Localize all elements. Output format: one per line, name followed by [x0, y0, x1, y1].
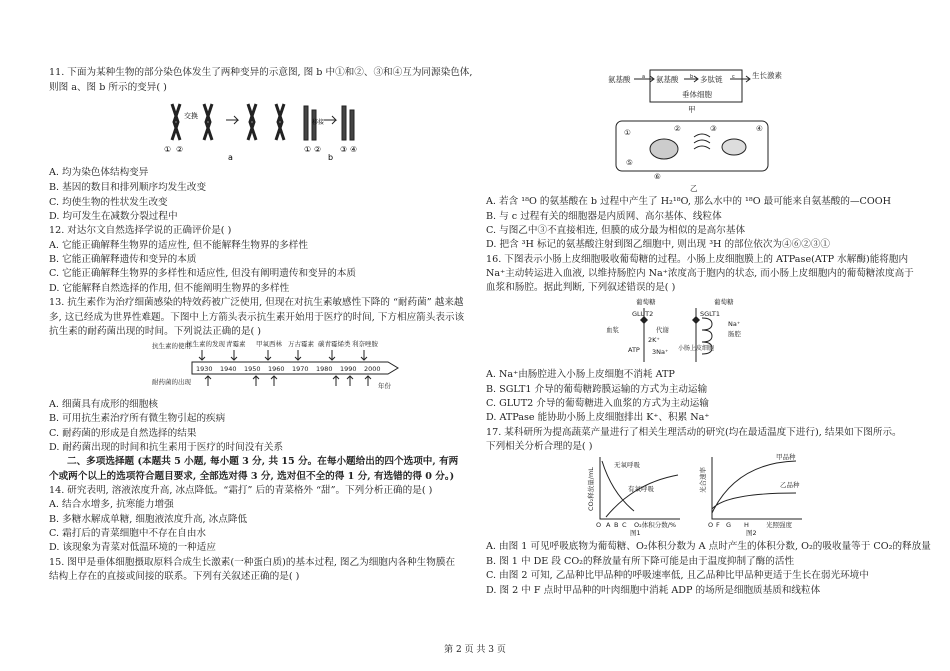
year-1950: 1950	[244, 365, 261, 373]
fig2-jia: 甲品种	[776, 453, 796, 461]
q16-k: 2K⁺	[648, 336, 660, 344]
jia-polypeptide: 多肽链	[700, 75, 723, 84]
jia-amino-2: 氨基酸	[656, 75, 679, 84]
yi-mitochondria	[722, 139, 746, 155]
q12-option-b: B. 它能正确解释遗传和变异的本质	[49, 254, 197, 265]
q17-option-c: C. 由图 2 可知, 乙品种比甲品种的呼吸速率低, 且乙品种比甲品种更适于生长在弱光环境中	[486, 570, 869, 581]
chromosome-b1	[304, 106, 308, 140]
q11-option-a: A. 均为染色体结构变异	[49, 167, 149, 178]
q16-blood: 血浆	[606, 326, 619, 334]
q15-option-d: D. 把含 ³H 标记的氨基酸注射到图乙细胞中, 则出现 ³H 的部位依次为④⑥②③①	[486, 239, 830, 250]
q11-option-b: B. 基因的数目和排列顺序均发生改变	[49, 182, 207, 193]
mark-1: ①	[164, 145, 172, 154]
q16-glucose2: 葡萄糖	[714, 298, 734, 306]
q11-option-d: D. 均可发生在减数分裂过程中	[49, 211, 178, 222]
arrow-down-1	[205, 376, 211, 386]
q15-stem-line2: 结构上存在的直接或间接的联系。下列有关叙述正确的是( )	[49, 571, 300, 582]
chromosome-a4	[276, 104, 284, 140]
q14-stem: 14. 研究表明, 溶液浓度升高, 冰点降低。“霜打” 后的青菜格外 “甜”。下列分析正确的是( )	[49, 485, 433, 496]
arrow-b	[324, 116, 336, 124]
q16-sglt1: SGLT1	[700, 310, 720, 318]
fig-b-label: b	[328, 153, 334, 162]
q17-stem-line1: 17. 某科研所为提高蔬菜产量进行了相关生理活动的研究(均在最适温度下进行), 结果如下图所示。	[486, 427, 902, 438]
yi-mark-1: ①	[624, 128, 631, 137]
arrow-down-6	[365, 376, 371, 386]
mark-2b: ②	[314, 145, 322, 154]
mark-1b: ①	[304, 145, 312, 154]
q16-figure	[606, 296, 766, 366]
fig1-caption: 图1	[630, 529, 641, 537]
timeline-label-3: 甲氧西林	[256, 340, 282, 348]
q15-stem-line1: 15. 图甲是垂体细胞摄取原料合成生长激素(一种蛋白质)的基本过程, 图乙为细胞内各种生物膜在	[49, 557, 456, 568]
q12-option-c: C. 它能正确解释生物界的多样性和适应性, 但没有阐明遗传和变异的本质	[49, 268, 357, 279]
q14-option-c: C. 霜打后的青菜细胞中不存在自由水	[49, 528, 207, 539]
q16-stem-line3: 血浆和肠腔。据此判断, 下列叙述错误的是( )	[486, 282, 676, 293]
arrow-up-6	[361, 350, 367, 360]
fig1-aerobic: 有氧呼吸	[628, 485, 654, 493]
jia-hormone: 生长激素	[752, 71, 782, 80]
q17-stem-line2: 下列相关分析合理的是( )	[486, 441, 593, 452]
year-1960: 1960	[268, 365, 285, 373]
q16-cell: 小肠上皮细胞	[678, 345, 715, 352]
cross-label: 交换	[184, 112, 198, 120]
jia-b: b	[690, 74, 694, 80]
q11-stem-line2: 则图 a、图 b 所示的变异( )	[49, 82, 167, 93]
arrow-down-4	[333, 376, 339, 386]
q12-stem: 12. 对达尔文自然选择学说的正确评价是( )	[49, 225, 232, 236]
section2-heading-line2: 个或两个以上的选项符合题目要求, 全部选对得 3 分, 选对但不全的得 1 分, 有选错的得 0 分。)	[49, 471, 455, 482]
page-footer: 第 2 页 共 3 页	[444, 645, 506, 655]
arrow-a	[226, 116, 238, 124]
fig2-tick-o: O	[708, 521, 714, 529]
q14-option-d: D. 该现象为青菜对低温环境的一种适应	[49, 542, 216, 553]
yi-mark-3: ③	[710, 124, 717, 133]
q13-timeline-figure	[152, 338, 402, 396]
yi-mark-6: ⑥	[654, 172, 661, 181]
jia-label: 甲	[688, 105, 696, 114]
q12-option-d: D. 它能解释自然选择的作用, 但不能阐明生物界的多样性	[49, 283, 290, 294]
q16-glut2: GLUT2	[632, 310, 654, 318]
arrow-up-1	[199, 350, 205, 360]
q13-option-b: B. 可用抗生素治疗所有微生物引起的疾病	[49, 413, 226, 424]
q16-option-c: C. GLUT2 介导的葡萄糖进入血浆的方式为主动运输	[486, 398, 709, 409]
fig1-xlabel: O₂体积分数/%	[634, 521, 677, 529]
fig2-caption: 图2	[746, 529, 757, 537]
q13-stem-line1: 13. 抗生素作为治疗细菌感染的特效药被广泛使用, 但现在对抗生素敏感性下降的 “耐药菌” 越来越	[49, 297, 464, 308]
q17-fig2	[696, 453, 806, 535]
q16-option-b: B. SGLT1 介导的葡萄糖跨膜运输的方式为主动运输	[486, 384, 708, 395]
q15-option-a: A. 若含 ¹⁸O 的氨基酸在 b 过程中产生了 H₂¹⁸O, 那么水中的 ¹⁸O 最可能来自氨基酸的—COOH	[486, 196, 891, 207]
q11-stem-line1: 11. 下面为某种生物的部分染色体发生了两种变异的示意图, 图 b 中①和②、③和④互为同源染色体,	[49, 67, 473, 78]
q17-fig1	[584, 453, 684, 535]
timeline-label-1: 抗生素的发现	[186, 340, 225, 348]
fig2-tick-g: G	[726, 521, 732, 529]
timeline-label-6: 利奈唑胺	[352, 340, 378, 348]
fig2-tick-h: H	[744, 521, 749, 529]
q16-atp: ATP	[628, 346, 640, 354]
yi-label: 乙	[690, 184, 698, 193]
arrow-down-3	[271, 376, 277, 386]
section2-heading-line1: 二、多项选择题 (本题共 5 小题, 每小题 3 分, 共 15 分。在每小题给出的四个选项中, 有两	[67, 456, 459, 467]
q15-option-c: C. 与图乙中③不直接相连, 但膜的成分最为相似的是高尔基体	[486, 225, 746, 236]
q16-metab: 代谢	[656, 326, 669, 334]
mark-2: ②	[176, 145, 184, 154]
chromosome-a3	[248, 104, 256, 140]
q15-fig-jia	[608, 66, 782, 114]
chromosome-a2	[204, 104, 212, 140]
fig1-tick-c: C	[622, 521, 627, 529]
year-2000: 2000	[364, 365, 381, 373]
fig1-anaerobic: 无氧呼吸	[614, 461, 640, 469]
jia-cell: 垂体细胞	[682, 90, 712, 99]
jia-a: a	[642, 74, 646, 80]
yi-nucleus	[650, 139, 678, 159]
yi-mark-4: ④	[756, 124, 763, 133]
fig2-yi: 乙品种	[780, 481, 800, 489]
arrow-up-4	[295, 350, 301, 360]
timeline-left-top: 抗生素的使用	[152, 342, 191, 350]
q14-option-a: A. 结合水增多, 抗寒能力增强	[49, 499, 174, 510]
year-1940: 1940	[220, 365, 237, 373]
chromosome-a1	[172, 104, 180, 140]
q15-fig-yi	[614, 115, 774, 193]
chromosome-b3	[342, 106, 346, 140]
q16-na3: 3Na⁺	[652, 348, 669, 356]
timeline-label-4: 万古霉素	[288, 340, 314, 348]
fig2-ylabel: 光合速率	[699, 467, 707, 493]
jia-amino-1: 氨基酸	[608, 75, 631, 84]
yi-mark-5: ⑤	[626, 158, 633, 167]
q16-stem-line1: 16. 下图表示小肠上皮细胞吸收葡萄糖的过程。小肠上皮细胞膜上的 ATPase(ATP 水解酶)能将胞内	[486, 254, 909, 265]
timeline-unit: 年份	[378, 382, 391, 390]
q16-na: Na⁺	[728, 320, 741, 328]
fig2-xlabel: 光照强度	[766, 521, 792, 529]
q16-stem-line2: Na⁺主动转运进入血液, 以维持肠腔内 Na⁺浓度高于胞内的状态, 而小肠上皮细胞内的葡萄糖浓度高于	[486, 268, 914, 279]
arrow-down-2	[253, 376, 259, 386]
q13-option-c: C. 耐药菌的形成是自然选择的结果	[49, 428, 197, 439]
jia-c: c	[732, 74, 735, 80]
yi-mark-2: ②	[674, 124, 681, 133]
fig1-tick-b: B	[614, 521, 619, 529]
timeline-label-5: 碳青霉烯类	[318, 340, 351, 348]
chromosome-b4	[350, 110, 354, 140]
q13-option-d: D. 耐药菌出现的时间和抗生素用于医疗的时间没有关系	[49, 442, 284, 453]
yi-golgi	[694, 134, 710, 149]
q16-option-a: A. Na⁺由肠腔进入小肠上皮细胞不消耗 ATP	[486, 369, 675, 380]
year-1980: 1980	[316, 365, 333, 373]
q16-option-d: D. ATPase 能协助小肠上皮细胞排出 K⁺、积累 Na⁺	[486, 412, 710, 423]
move-label: 移接	[312, 119, 325, 126]
q16-lumen: 肠腔	[728, 330, 741, 338]
year-1930: 1930	[196, 365, 213, 373]
arrow-up-5	[329, 350, 335, 360]
fig1-tick-o: O	[596, 521, 602, 529]
fig1-tick-a: A	[606, 521, 611, 529]
q17-option-a: A. 由图 1 可见呼吸底物为葡萄糖、O₂体积分数为 A 点时产生的体积分数, O₂的吸收量等于 CO₂的释放量	[486, 541, 931, 552]
fig2-tick-f: F	[716, 521, 720, 529]
arrow-down-5	[347, 376, 353, 386]
fig-a-label: a	[228, 153, 233, 162]
q17-option-d: D. 图 2 中 F 点时甲品种的叶肉细胞中消耗 ADP 的场所是细胞质基质和线粒体	[486, 585, 821, 596]
q17-option-b: B. 图 1 中 DE 段 CO₂的释放量有所下降可能是由于温度抑制了酶的活性	[486, 556, 795, 567]
arrow-up-2	[231, 350, 237, 360]
q13-option-a: A. 细菌具有成形的细胞核	[49, 399, 158, 410]
q13-stem-line2: 多, 这已经成为世界性难题。下图中上方箭头表示抗生素开始用于医疗的时间, 下方相应箭头表示该	[49, 312, 465, 323]
year-1970: 1970	[292, 365, 309, 373]
q11-option-c: C. 均使生物的性状发生改变	[49, 197, 168, 208]
q13-stem-line3: 抗生素的耐药菌出现的时间。下列说法正确的是( )	[49, 326, 262, 337]
timeline-label-2: 青霉素	[226, 340, 246, 348]
fig1-ylabel: CO₂释放量/mL	[587, 467, 595, 511]
mark-4: ④	[350, 145, 358, 154]
q11-chromosome-figure	[164, 100, 364, 162]
year-1990: 1990	[340, 365, 357, 373]
arrow-up-3	[265, 350, 271, 360]
q14-option-b: B. 多糖水解成单糖, 细胞液浓度升高, 冰点降低	[49, 514, 248, 525]
q12-option-a: A. 它能正确解释生物界的适应性, 但不能解释生物界的多样性	[49, 240, 308, 251]
timeline-left-bottom: 耐药菌的出现	[152, 378, 191, 386]
q15-option-b: B. 与 c 过程有关的细胞器是内质网、高尔基体、线粒体	[486, 211, 722, 222]
q16-glucose1: 葡萄糖	[636, 298, 656, 306]
mark-3: ③	[340, 145, 348, 154]
